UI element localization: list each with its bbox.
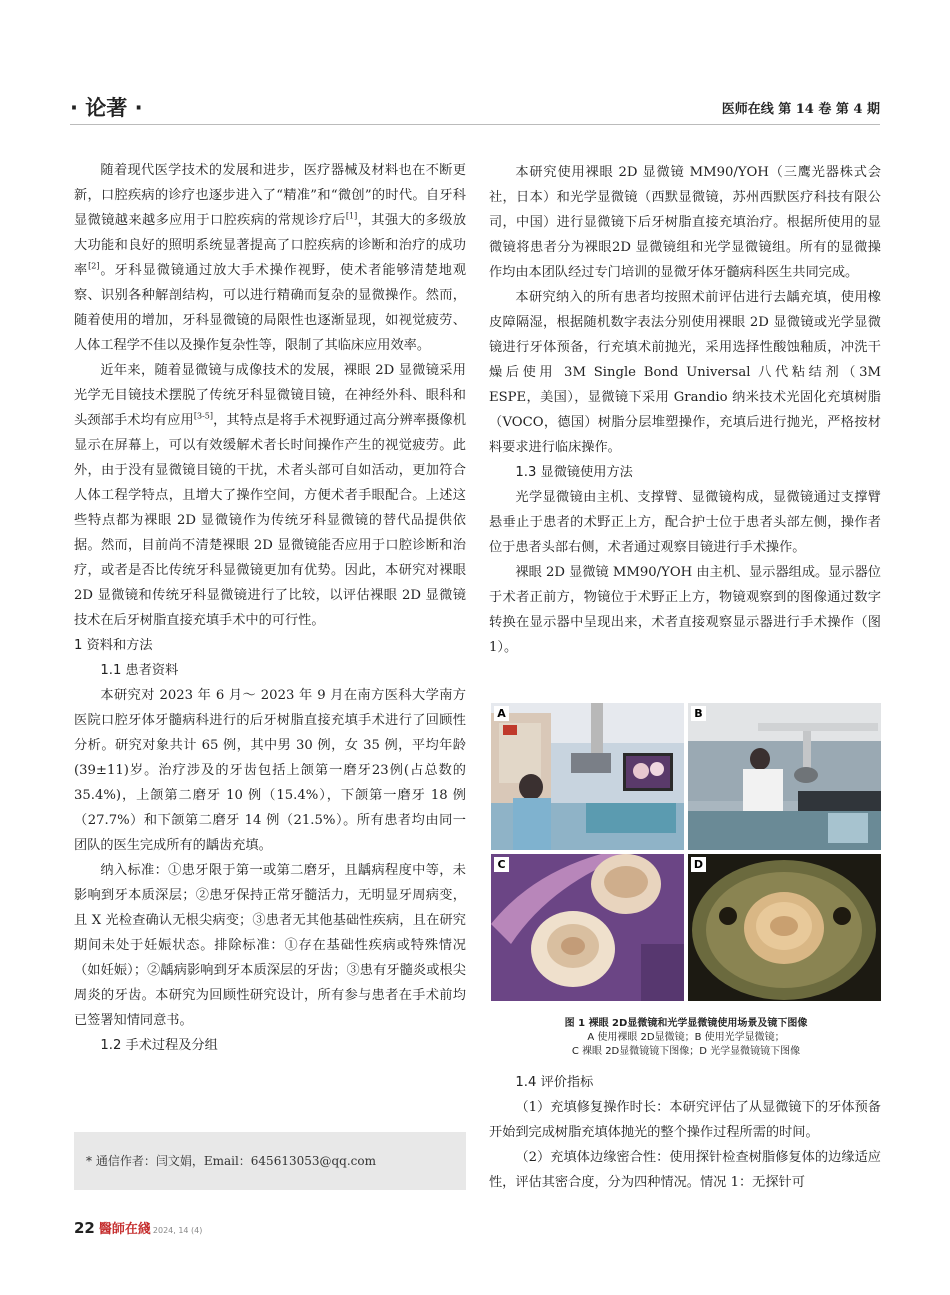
section-label: · 论著 · — [70, 96, 143, 120]
left-column — [74, 158, 466, 1058]
photo-panel-a — [491, 703, 684, 850]
criteria-paragraph: 纳入标准：①患牙限于第一或第二磨牙，且龋病程度中等，未影响到牙本质深层；②患牙保持正常牙髓活力，无明显牙周病变，且 X 光检查确认无根尖病变；③患者无其他基础性疾病，且在研究期间未处于妊娠状态。排除标准：①存在基础性疾病或特殊情况（如妊娠）；②龋病影响到牙本质深层的牙齿；③患有牙髓炎或根尖周炎的牙齿。本研究为回顾性研究设计，所有参与患者在手术前均已签署知情同意书。 — [74, 863, 466, 1028]
intro-paragraph-2: 近年来，随着显微镜与成像技术的发展，裸眼 2D 显微镜采用光学无目镜技术摆脱了传统牙科显微镜目镜，在神经外科、眼科和头颈部手术均有应用[3-5]，其特点是将手术视野通过高分辨率摄像机显示在屏幕上，可以有效缓解术者长时间操作产生的视觉疲劳。此外，由于没有显微镜目镜的干扰，术者头部可自如活动，更加符合人体工程学特点，且增大了操作空间，方便术者手眼配合。上述这些特点都为裸眼 2D 显微镜作为传统牙科显微镜的替代品提供依据。然而，目前尚不清楚裸眼 2D 显微镜能否应用于口腔诊断和治疗，或者是否比传统牙科显微镜更加有优势。因此，本研究对裸眼 2D 显微镜和传统牙科显微镜进行了比较，以评估裸眼 2D 显微镜技术在后牙树脂直接充填手术中的可行性。 — [74, 363, 467, 628]
right-column-lower — [489, 1070, 881, 1195]
photo-panel-c — [491, 854, 684, 1001]
journal-logo: 醫師在綫 — [98, 1222, 151, 1237]
corresponding-author-box: * 通信作者：闫文娟，Email：645613053@qq.com — [74, 1132, 466, 1190]
panel-label: B — [691, 706, 706, 721]
methods-paragraph-2: 本研究纳入的所有患者均按照术前评估进行去龋充填，使用橡皮障隔湿，根据随机数字表法分别使用裸眼 2D 显微镜或光学显微镜进行牙体预备，行充填术前抛光，采用选择性酸蚀釉质，冲洗干燥后使用 3M Single Bond Universal 八代粘结剂（3M ESPE，美国），显微镜下采用 Grandio 纳米技术光固化充填树脂（VOCO，德国）树脂分层堆塑操作，充填后进行抛光，严格按材料要求进行临床操作。 — [489, 290, 881, 455]
subsection-heading: 1.1 患者资料 — [100, 663, 179, 678]
panel-label: A — [494, 706, 509, 721]
methods-paragraph-1: 本研究使用裸眼 2D 显微镜 MM90/YOH（三鹰光器株式会社，日本）和光学显微镜（西默显微镜，苏州西默医疗科技有限公司，中国）进行显微镜下后牙树脂直接充填治疗。根据所使用的显微镜将患者分为裸眼2D 显微镜组和光学显微镜组。所有的显微操作均由本团队经过专门培训的显微牙体牙髓病科医生共同完成。 — [489, 165, 881, 280]
panel-label: C — [494, 857, 509, 872]
methods-paragraph-3: 光学显微镜由主机、支撑臂、显微镜构成，显微镜通过支撑臂悬垂止于患者的术野正上方，配合护士位于患者头部左侧，操作者位于患者头部右侧，术者通过观察目镜进行手术操作。 — [489, 490, 881, 555]
journal-info: 医师在线 第 14 卷 第 4 期 — [721, 102, 880, 117]
figure-caption-title: 图 1 裸眼 2D显微镜和光学显微镜使用场景及镜下图像 — [564, 1018, 808, 1029]
figure-caption-line: C 裸眼 2D显微镜镜下图像；D 光学显微镜镜下图像 — [571, 1046, 801, 1057]
citation[interactable]: [3-5] — [193, 411, 213, 421]
citation[interactable]: [2] — [88, 261, 100, 271]
intro-paragraph-1: 随着现代医学技术的发展和进步，医疗器械及材料也在不断更新，口腔疾病的诊疗也逐步进入了“精准”和“微创”的时代。自牙科显微镜越来越多应用于口腔疾病的常规诊疗后[1]，其强大的多级放大功能和良好的照明系统显著提高了口腔疾病的诊断和治疗的成功率[2]。牙科显微镜通过放大手术操作视野，使术者能够清楚地观察、识别各种解剖结构，可以进行精确而复杂的显微操作。然而，随着使用的增加，牙科显微镜的局限性也逐渐显现，如视觉疲劳、人体工程学不佳以及操作复杂性等，限制了其临床应用效率。 — [74, 163, 467, 353]
subsection-heading: 1.3 显微镜使用方法 — [515, 465, 633, 480]
evaluation-paragraph-2: （2）充填体边缘密合性：使用探针检查树脂修复体的边缘适应性，评估其密合度，分为四种情况。情况 1：无探针可 — [489, 1150, 881, 1190]
photo-panel-d — [688, 854, 881, 1001]
figure-caption — [491, 1017, 881, 1059]
issue-info: 2024, 14 (4) — [152, 1226, 203, 1235]
panel-label: D — [691, 857, 706, 872]
page-number: 22 — [74, 1219, 95, 1237]
evaluation-paragraph-1: （1）充填修复操作时长：本研究评估了从显微镜下的牙体预备开始到完成树脂充填体抛光的整个操作过程所需的时间。 — [489, 1100, 881, 1140]
section-heading: 1 资料和方法 — [74, 638, 153, 653]
subsection-heading: 1.4 评价指标 — [515, 1075, 594, 1090]
figure-1 — [491, 703, 881, 1003]
page-footer — [74, 1218, 202, 1237]
citation[interactable]: [1] — [345, 211, 358, 221]
photo-panel-b — [688, 703, 881, 850]
right-column — [489, 160, 881, 660]
header-divider — [70, 124, 880, 125]
subsection-heading: 1.2 手术过程及分组 — [100, 1038, 218, 1053]
figure-caption-line: A 使用裸眼 2D显微镜；B 使用光学显微镜； — [587, 1032, 785, 1043]
methods-paragraph-4: 裸眼 2D 显微镜 MM90/YOH 由主机、显示器组成。显示器位于术者正前方，物镜位于术野正上方，物镜观察到的图像通过数字转换在显示器中呈现出来，术者直接观察显示器进行手术操作（图 1）。 — [489, 565, 881, 655]
patients-paragraph: 本研究对 2023 年 6 月～ 2023 年 9 月在南方医科大学南方医院口腔牙体牙髓病科进行的后牙树脂直接充填手术进行了回顾性分析。研究对象共计 65 例，其中男 30 例，女 35 例，平均年龄(39±11)岁。治疗涉及的牙齿包括上颌第一磨牙23例(占总数的 35.4%)，上颌第二磨牙 10 例（15.4%），下颌第一磨牙 18 例（27.7%）和下颌第二磨牙 14 例（21.5%）。所有患者均由同一团队的医生完成所有的龋齿充填。 — [74, 688, 466, 853]
